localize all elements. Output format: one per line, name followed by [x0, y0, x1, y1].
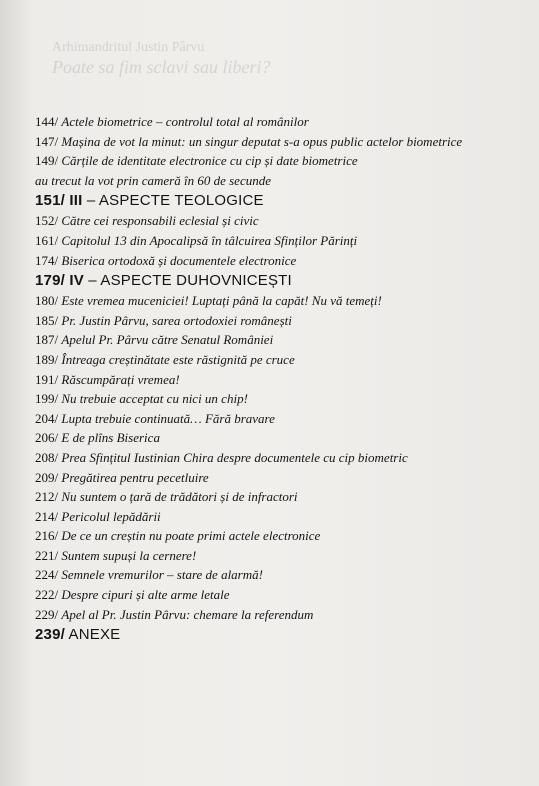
toc-entry-title: Pericolul lepădării [61, 508, 161, 524]
toc-entry [35, 291, 515, 311]
toc-entry-title: Către cei responsabili eclesial și civic [61, 213, 259, 229]
toc-entry [35, 330, 515, 350]
toc-entry [35, 526, 515, 546]
toc-page-number: 189/ [35, 351, 62, 367]
toc-entry-title: Pregătirea pentru pecetluire [61, 469, 209, 485]
toc-entry-title: Biserica ortodoxă și documentele electronice [61, 252, 297, 268]
toc-page-number: 222/ [35, 587, 62, 603]
toc-entry-title: Suntem supuși la cernere! [61, 547, 197, 563]
bleed-through-author: Arhimandritul Justin Pârvu [52, 40, 205, 55]
toc-entry-title: Apelul Pr. Pârvu către Senatul României [61, 332, 274, 348]
toc-entry [35, 132, 515, 152]
toc-page-number: 239/ [35, 626, 65, 644]
toc-entry-title: Nu suntem o țară de trădători și de infractori [61, 489, 298, 505]
toc-entry [35, 507, 515, 527]
toc-page-number: 174/ [35, 252, 62, 268]
toc-page-number: 151/ III [35, 192, 83, 210]
toc-entry-title: Nu trebuie acceptat cu nici un chip! [61, 391, 248, 407]
toc-entry [35, 428, 515, 448]
toc-page-number: 144/ [35, 114, 62, 129]
toc-entry [35, 487, 515, 507]
toc-page-number: 209/ [35, 469, 62, 485]
toc-page-number: 180/ [35, 293, 62, 309]
toc-entry-title: – ASPECTE TEOLOGICE [82, 192, 264, 210]
toc-entry-title: De ce un creștin nu poate primi actele electronice [61, 528, 321, 544]
table-of-contents [35, 112, 515, 645]
toc-page-number: 147/ [35, 133, 62, 149]
toc-entry-title: Cărțile de identitate electronice cu cip și date biometrice [61, 153, 358, 169]
toc-entry-title: ANEXE [65, 626, 121, 644]
toc-page-number: 224/ [35, 567, 62, 583]
toc-entry-title: Lupta trebuie continuată… Fără bravare [61, 410, 275, 426]
toc-entry [35, 350, 515, 370]
toc-entry [35, 409, 515, 429]
toc-entry [35, 585, 515, 605]
toc-entry-title: Prea Sfințitul Iustinian Chira despre documentele cu cip biometric [61, 449, 408, 465]
toc-page-number: 221/ [35, 547, 62, 563]
toc-entry-title: Întreaga creștinătate este răstignită pe cruce [61, 351, 295, 367]
toc-entry-title: Răscumpărați vremea! [61, 371, 180, 387]
toc-section-heading [35, 190, 515, 211]
toc-page-number: 191/ [35, 371, 62, 387]
toc-entry-title: Pr. Justin Pârvu, sarea ortodoxiei românești [61, 312, 292, 328]
toc-entry [35, 112, 515, 132]
toc-entry [35, 151, 515, 171]
toc-entry [35, 468, 515, 488]
toc-page-number: 152/ [35, 213, 62, 229]
toc-entry-title: Apel al Pr. Justin Pârvu: chemare la referendum [61, 606, 314, 622]
toc-page-number: 216/ [35, 528, 62, 544]
toc-page-number: 212/ [35, 489, 62, 505]
toc-entry [35, 311, 515, 331]
toc-page-number: 161/ [35, 232, 62, 248]
toc-entry-title: – ASPECTE DUHOVNICEȘTI [83, 272, 292, 290]
toc-entry [35, 251, 515, 271]
toc-section-heading [35, 270, 515, 291]
toc-page-number: 187/ [35, 332, 62, 348]
toc-page-number: 149/ [35, 153, 62, 169]
toc-page-number: 206/ [35, 430, 62, 446]
toc-entry [35, 605, 515, 625]
toc-entry [35, 389, 515, 409]
toc-entry-title: Este vremea muceniciei! Luptați până la capăt! Nu vă temeți! [61, 293, 382, 309]
toc-entry [35, 546, 515, 566]
toc-entry [35, 565, 515, 585]
toc-page-number: 208/ [35, 449, 62, 465]
toc-page-number: 185/ [35, 312, 62, 328]
toc-entry-title: Semnele vremurilor – stare de alarmă! [61, 567, 263, 583]
toc-entry-title: Actele biometrice – controlul total al românilor [61, 114, 309, 129]
toc-page-number: 199/ [35, 391, 62, 407]
toc-page-number: 229/ [35, 606, 62, 622]
toc-page-number: 214/ [35, 508, 62, 524]
toc-entry-title: Mașina de vot la minut: un singur deputat s-a opus public actelor biometrice [61, 133, 463, 149]
toc-entry [35, 448, 515, 468]
toc-section-heading [35, 624, 515, 645]
toc-entry [35, 370, 515, 390]
toc-entry [35, 211, 515, 231]
toc-entry-title: Capitolul 13 din Apocalipsă în tâlcuirea Sfinților Părinți [61, 232, 358, 248]
toc-entry-title: Despre cipuri și alte arme letale [61, 587, 230, 603]
toc-page-number: 179/ IV [35, 272, 84, 290]
toc-entry-title: E de plîns Biserica [61, 430, 160, 446]
toc-entry-title: au trecut la vot prin cameră în 60 de secunde [35, 172, 271, 188]
toc-entry [35, 231, 515, 251]
bleed-through-title: Poate sa fim sclavi sau liberi? [52, 57, 271, 77]
toc-page-number: 204/ [35, 410, 62, 426]
toc-entry [35, 171, 515, 191]
